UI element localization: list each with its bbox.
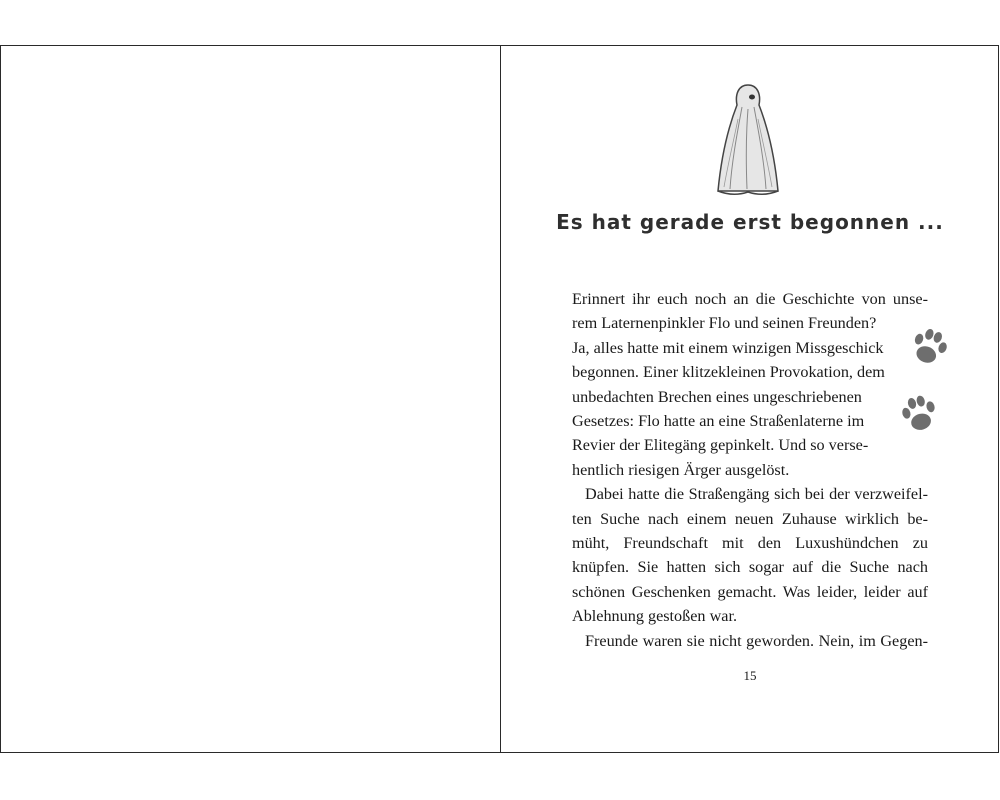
text-line: ten Suche nach einem neuen Zuhause wirklich be-: [572, 509, 928, 528]
text-line: Ja, alles hatte mit einem winzigen Missgeschick: [572, 338, 884, 357]
text-line: Ablehnung gestoßen war.: [572, 607, 737, 626]
text-line: knüpfen. Sie hatten sich sogar auf die Suche nach: [572, 558, 928, 577]
chapter-title: Es hat gerade erst begonnen ...: [556, 210, 944, 234]
book-spread: [0, 45, 999, 753]
text-line: Freunde waren sie nicht geworden. Nein, im Gegen-: [585, 631, 928, 650]
right-page: [501, 46, 999, 752]
long-haired-dog-illustration: [708, 79, 788, 199]
text-line: hentlich riesigen Ärger ausgelöst.: [572, 460, 790, 479]
left-page: [1, 46, 501, 752]
text-line: Erinnert ihr euch noch an die Geschichte von unse-: [572, 290, 928, 308]
paw-print-icon: [907, 325, 951, 369]
text-line: unbedachten Brechen eines ungeschriebenen: [572, 387, 862, 406]
text-line: Revier der Elitegäng gepinkelt. Und so verse-: [572, 436, 869, 455]
page-number: 15: [743, 668, 757, 683]
text-line: schönen Geschenken gemacht. Was leider, leider auf: [572, 582, 928, 601]
text-line: Gesetzes: Flo hatte an eine Straßenlaterne im: [572, 412, 865, 431]
text-line: rem Laternenpinkler Flo und seinen Freunden?: [572, 314, 877, 333]
text-line: Dabei hatte die Straßengäng sich bei der verzweifel-: [585, 485, 928, 504]
body-text: [572, 287, 928, 653]
text-line: begonnen. Einer klitzekleinen Provokation, dem: [572, 363, 885, 382]
text-line: müht, Freundschaft mit den Luxushündchen zu: [572, 534, 928, 553]
paw-print-icon: [897, 392, 941, 436]
